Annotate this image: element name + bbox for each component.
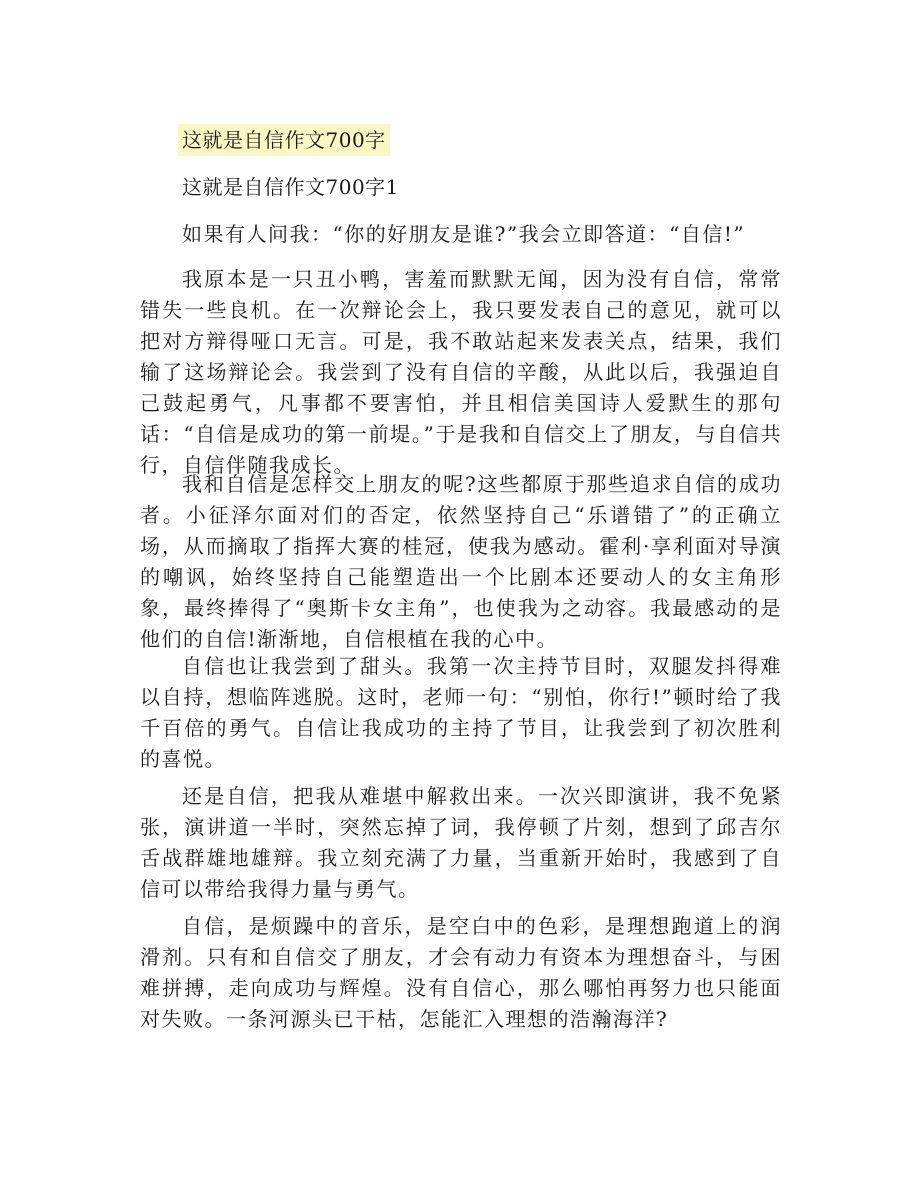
paragraph-6: 自信，是烦躁中的音乐，是空白中的色彩，是理想跑道上的润滑剂。只有和自信交了朋友，才会有动力有资本为理想奋斗，与困难拼搏，走向成功与辉煌。没有自信心，那么哪怕再努力也只能面对失败。一条河源头已干枯，怎能汇入理想的浩瀚海洋? — [140, 914, 782, 1031]
paragraph-4: 自信也让我尝到了甜头。我第一次主持节目时，双腿发抖得难以自持，想临阵逃脱。这时，老师一句：“别怕，你行!”顿时给了我千百倍的勇气。自信让我成功的主持了节目，让我尝到了初次胜利的喜悦。 — [140, 654, 782, 771]
paragraph-1: 如果有人问我：“你的好朋友是谁?”我会立即答道：“自信!” — [182, 222, 746, 246]
document-title: 这就是自信作文700字 — [178, 124, 390, 156]
paragraph-2: 我原本是一只丑小鸭，害羞而默默无闻，因为没有自信，常常错失一些良机。在一次辩论会上，我只要发表自己的意见，就可以把对方辩得哑口无言。可是，我不敢站起来发表关点，结果，我们输了这场辩论会。我尝到了没有自信的辛酸，从此以后，我强迫自己鼓起勇气，凡事都不要害怕，并且相信美国诗人爱默生的那句话：“自信是成功的第一前堤。”于是我和自信交上了朋友，与自信共行，自信伴随我成长。 — [140, 267, 782, 477]
document-subtitle: 这就是自信作文700字1 — [182, 175, 399, 199]
paragraph-3: 我和自信是怎样交上朋友的呢?这些都原于那些追求自信的成功者。小征泽尔面对们的否定，依然坚持自己“乐谱错了”的正确立场，从而摘取了指挥大赛的桂冠，使我为感动。霍利·享利面对导演的嘲讽，始终坚持自己能塑造出一个比剧本还要动人的女主角形象，最终捧得了“奥斯卡女主角”，也使我为之动容。我最感动的是他们的自信!渐渐地，自信根植在我的心中。 — [140, 472, 782, 651]
paragraph-5: 还是自信，把我从难堪中解救出来。一次兴即演讲，我不免紧张，演讲道一半时，突然忘掉了词，我停顿了片刻，想到了邱吉尔舌战群雄地雄辩。我立刻充满了力量，当重新开始时，我感到了自信可以带给我得力量与勇气。 — [140, 784, 782, 901]
